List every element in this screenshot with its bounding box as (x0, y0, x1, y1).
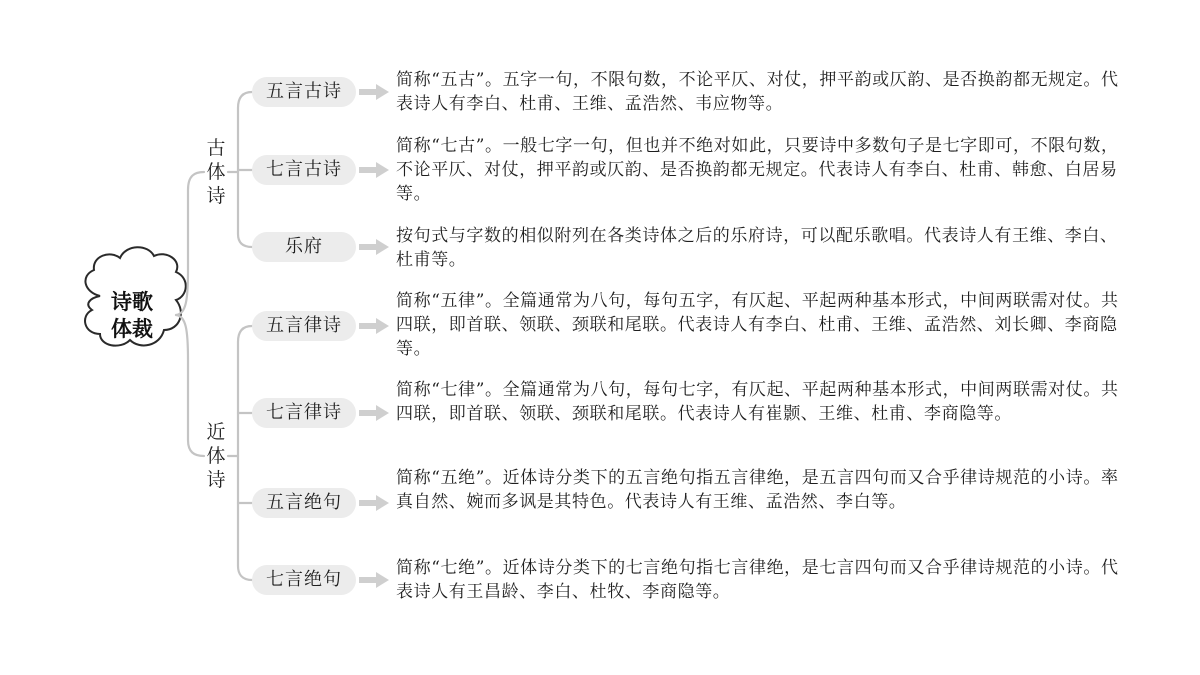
arrow-icon (359, 318, 389, 334)
category-label-char: 体 (206, 445, 226, 467)
arrow-icon (359, 162, 389, 178)
genre-node-wuyan-jueju: 五言绝句 (252, 488, 356, 518)
root-label (92, 288, 172, 342)
bracket-jintishi (238, 326, 252, 580)
root-label-line2: 体裁 (111, 316, 153, 341)
arrow-icon (359, 405, 389, 421)
category-label-char: 体 (206, 161, 226, 183)
genre-description-wuyan-lvshi: 简称“五律”。全篇通常为八句，每句五字，有仄起、平起两种基本形式，中间两联需对仗。共四联，即首联、领联、颈联和尾联。代表诗人有李白、杜甫、王维、孟浩然、刘长卿、李商隐等。 (396, 291, 1119, 359)
category-label-char: 古 (206, 137, 226, 159)
genre-node-wuyan-lvshi: 五言律诗 (252, 311, 356, 341)
genre-description-wuyan-gushi: 简称“五古”。五字一句，不限句数，不论平仄、对仗，押平韵或仄韵、是否换韵都无规定。代表诗人有李白、杜甫、王维、孟浩然、韦应物等。 (396, 70, 1119, 114)
genre-description-qiyan-lvshi: 简称“七律”。全篇通常为八句，每句七字，有仄起、平起两种基本形式，中间两联需对仗。共四联，即首联、领联、颈联和尾联。代表诗人有崔颢、王维、杜甫、李商隐等。 (396, 380, 1119, 424)
genre-node-qiyan-lvshi: 七言律诗 (252, 398, 356, 428)
genre-node-yuefu: 乐府 (252, 232, 356, 262)
genre-node-qiyan-gushi: 七言古诗 (252, 155, 356, 185)
connector-root-to-jintishi (176, 315, 204, 456)
root-label-line1: 诗歌 (111, 289, 153, 314)
genre-description-qiyan-jueju: 简称“七绝”。近体诗分类下的七言绝句指七言律绝，是七言四句而又合乎律诗规范的小诗。代表诗人有王昌龄、李白、杜牧、李商隐等。 (396, 558, 1119, 602)
genre-description-qiyan-gushi: 简称“七古”。一般七字一句，但也并不绝对如此，只要诗中多数句子是七字即可，不限句数，不论平仄、对仗，押平韵或仄韵、是否换韵都无规定。代表诗人有李白、杜甫、韩愈、白居易等。 (396, 136, 1119, 204)
arrow-icon (359, 84, 389, 100)
genre-node-wuyan-gushi: 五言古诗 (252, 77, 356, 107)
category-label-char: 诗 (206, 469, 226, 491)
category-label-jintishi (204, 420, 228, 492)
genre-description-yuefu: 按句式与字数的相似附列在各类诗体之后的乐府诗，可以配乐歌唱。代表诗人有王维、李白、杜甫等。 (396, 226, 1118, 270)
genre-node-qiyan-jueju: 七言绝句 (252, 565, 356, 595)
category-label-gutishi (204, 136, 228, 208)
category-label-char: 诗 (206, 185, 226, 207)
arrow-icon (359, 495, 389, 511)
category-label-char: 近 (206, 421, 226, 443)
arrow-icon (359, 239, 389, 255)
genre-description-wuyan-jueju: 简称“五绝”。近体诗分类下的五言绝句指五言律绝，是五言四句而又合乎律诗规范的小诗。率真自然、婉而多讽是其特色。代表诗人有王维、孟浩然、李白等。 (396, 468, 1119, 512)
arrow-icon (359, 572, 389, 588)
